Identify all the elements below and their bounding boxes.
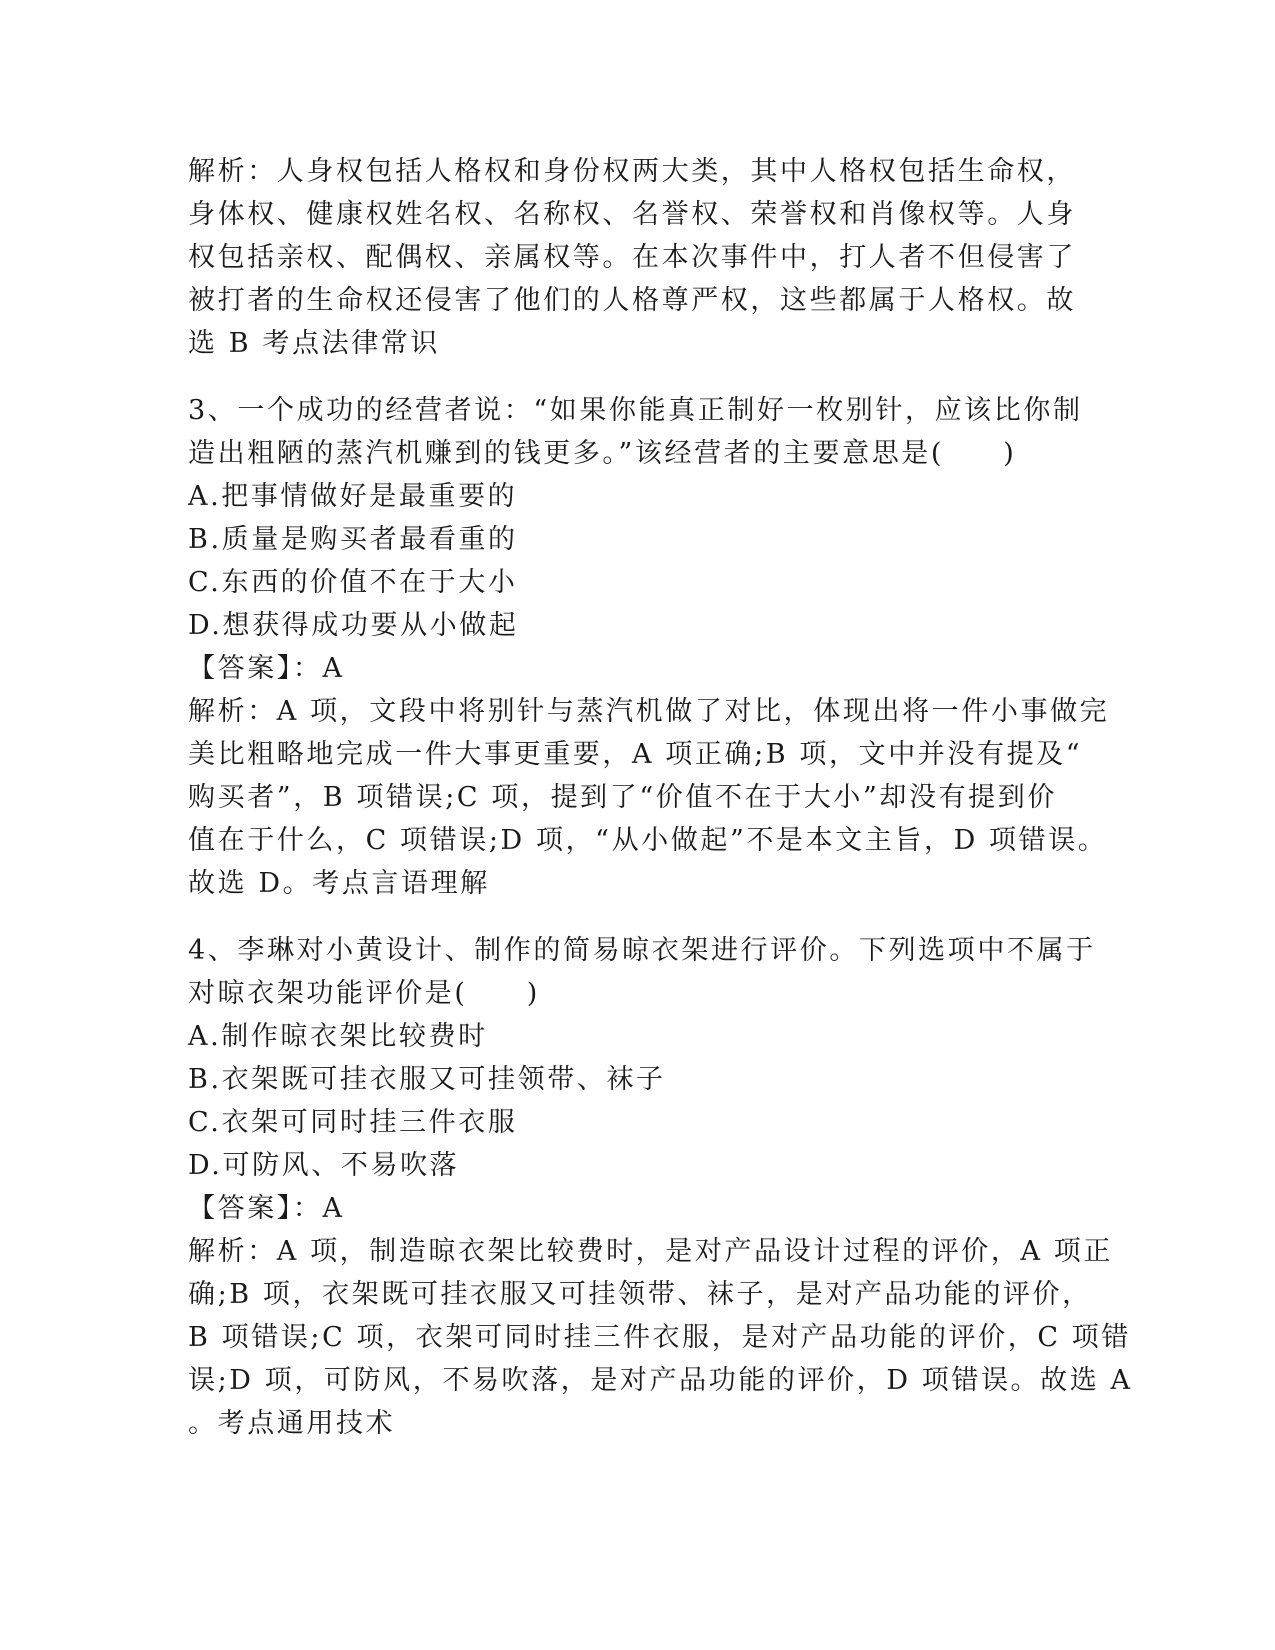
option-c: C.东西的价值不在于大小 <box>188 567 518 598</box>
analysis-line: B 项错误;C 项，衣架可同时挂三件衣服，是对产品功能的评价，C 项错 <box>188 1322 1132 1353</box>
option-d: D.可防风、不易吹落 <box>188 1150 460 1181</box>
analysis-line: 购买者”，B 项错误;C 项，提到了“价值不在于大小”却没有提到价 <box>188 782 1057 813</box>
question-text: 4、李琳对小黄设计、制作的简易晾衣架进行评价。下列选项中不属于 <box>188 935 1096 966</box>
analysis-line: 故选 D。考点言语理解 <box>188 868 490 899</box>
analysis-line: 。考点通用技术 <box>188 1408 396 1439</box>
analysis-line: 被打者的生命权还侵害了他们的人格尊严权，这些都属于人格权。故 <box>188 285 1076 316</box>
analysis-block-1 <box>188 150 1088 365</box>
analysis-line: 解析：A 项，制造晾衣架比较费时，是对产品设计过程的评价，A 项正 <box>188 1236 1113 1267</box>
analysis-line: 身体权、健康权姓名权、名称权、名誉权、荣誉权和肖像权等。人身 <box>188 199 1076 230</box>
option-a: A.把事情做好是最重要的 <box>188 481 518 512</box>
question-4 <box>188 929 1133 1445</box>
analysis-line: 权包括亲权、配偶权、亲属权等。在本次事件中，打人者不但侵害了 <box>188 242 1076 273</box>
answer-label: 【答案】：A <box>188 1193 345 1224</box>
option-d: D.想获得成功要从小做起 <box>188 610 519 641</box>
document-page <box>188 150 1133 1445</box>
question-text: 3、一个成功的经营者说：“如果你能真正制好一枚别针，应该比你制 <box>188 395 1083 426</box>
question-text: 对晾衣架功能评价是( ) <box>188 978 540 1009</box>
analysis-line: 解析：人身权包括人格权和身份权两大类，其中人格权包括生命权， <box>188 156 1076 187</box>
analysis-line: 选 B 考点法律常识 <box>188 328 441 359</box>
option-b: B.质量是购买者最看重的 <box>188 524 518 555</box>
option-a: A.制作晾衣架比较费时 <box>188 1021 488 1052</box>
analysis-line: 解析：A 项，文段中将别针与蒸汽机做了对比，体现出将一件小事做完 <box>188 696 1110 727</box>
analysis-line: 美比粗略地完成一件大事更重要，A 项正确;B 项，文中并没有提及“ <box>188 739 1083 770</box>
question-3 <box>188 389 1110 905</box>
analysis-line: 确;B 项，衣架既可挂衣服又可挂领带、袜子，是对产品功能的评价， <box>188 1279 1092 1310</box>
option-b: B.衣架既可挂衣服又可挂领带、袜子 <box>188 1064 666 1095</box>
analysis-line: 值在于什么，C 项错误;D 项，“从小做起”不是本文主旨，D 项错误。 <box>188 825 1108 856</box>
question-text: 造出粗陋的蒸汽机赚到的钱更多。”该经营者的主要意思是( ) <box>188 438 1017 469</box>
option-c: C.衣架可同时挂三件衣服 <box>188 1107 518 1138</box>
spacer <box>188 365 1088 389</box>
spacer <box>188 905 1088 929</box>
analysis-line: 误;D 项，可防风，不易吹落，是对产品功能的评价，D 项错误。故选 A <box>188 1365 1133 1396</box>
answer-label: 【答案】：A <box>188 653 345 684</box>
